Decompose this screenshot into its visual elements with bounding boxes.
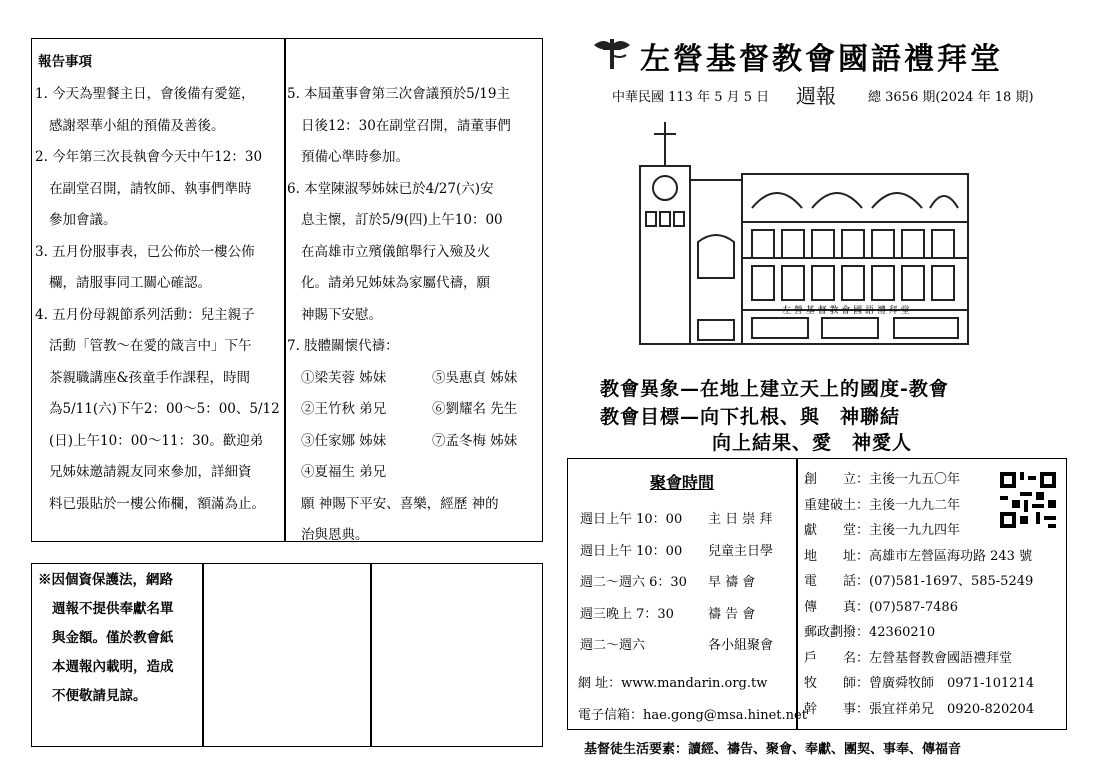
vision-line-1: 教會異象—在地上建立天上的國度-教會 <box>600 378 949 400</box>
announcement-line: 7. 肢體關懷代禱： <box>287 338 399 354</box>
announcement-line: 化。請弟兄姊妹為家屬代禱，願 <box>301 275 490 291</box>
church-info-line: 郵政劃撥：42360210 <box>804 625 936 640</box>
church-building-drawing <box>632 118 980 348</box>
meeting-name: 各小組聚會 <box>708 638 774 653</box>
announcement-line: 在高雄市立殯儀館舉行入殮及火 <box>301 243 490 260</box>
bulletin-label: 週報 <box>796 84 836 108</box>
privacy-divider-1 <box>202 563 204 747</box>
announcement-line: 4. 五月份母親節系列活動：兒主親子 <box>35 306 255 323</box>
church-name: 左營基督教會國語禮拜堂 <box>640 42 1003 77</box>
meeting-time: 週日上午 10：00 <box>580 543 683 559</box>
church-info-line: 電 話：(07)581-1697、585-5249 <box>804 574 1034 589</box>
announcement-line: 感謝翠華小組的預備及善後。 <box>49 117 225 134</box>
church-info-line: 牧 師：曾廣舜牧師 0971-101214 <box>804 676 1035 691</box>
meeting-time: 週二～週六 6：30 <box>580 575 687 590</box>
footer-elements: 基督徒生活要素：讀經、禱告、聚會、奉獻、團契、事奉、傳福音 <box>584 742 962 757</box>
announcement-line: 參加會議。 <box>49 212 117 228</box>
bulletin-date: 中華民國 113 年 5 月 5 日 <box>612 90 770 105</box>
church-logo <box>590 35 634 71</box>
qr-code[interactable] <box>1000 472 1056 528</box>
church-info-line: 重建破土：主後一九九二年 <box>804 497 961 513</box>
privacy-line: ※因個資保護法，網路 <box>38 572 173 588</box>
vision-line-2: 教會目標—向下扎根、與 神聯結 <box>600 406 901 428</box>
meeting-name: 早 禱 會 <box>708 575 756 590</box>
meeting-name: 主 日 崇 拜 <box>708 512 773 527</box>
announcement-line: 料已張貼於一樓公佈欄，額滿為止。 <box>49 495 265 512</box>
building-sign: 左 營 基 督 教 會 國 語 禮 拜 堂 <box>782 306 910 316</box>
announcements-heading: 報告事項 <box>38 54 92 70</box>
announcement-line: 6. 本堂陳淑琴姊妹已於4/27(六)安 <box>287 180 494 197</box>
announcement-line: 為5/11(六)下午2：00～5：00、5/12 <box>49 401 280 417</box>
prayer-name: ⑤吳惠貞 姊妹 <box>432 369 518 386</box>
church-email[interactable]: 電子信箱：hae.gong@msa.hinet.net <box>578 708 807 723</box>
announcement-line: 預備心準時參加。 <box>301 149 409 165</box>
announcement-line: 願 神賜下平安、喜樂，經歷 神的 <box>301 495 499 512</box>
church-info-line: 地 址：高雄市左營區海功路 243 號 <box>804 548 1033 564</box>
announcements-divider <box>284 38 286 542</box>
announcement-line: 茶親職講座&孩童手作課程，時間 <box>49 369 251 386</box>
prayer-name: ⑥劉耀名 先生 <box>432 401 518 417</box>
announcement-line: 兄姊妹邀請親友同來參加，詳細資 <box>49 464 252 480</box>
announcement-line: 在副堂召開，請牧師、執事們準時 <box>49 180 252 197</box>
meeting-time: 週二～週六 <box>580 638 646 653</box>
announcement-line: 神賜下安慰。 <box>301 306 382 323</box>
announcement-line: 日後12：30在副堂召開，請董事們 <box>301 117 511 134</box>
announcement-line: (日)上午10：00～11：30。歡迎弟 <box>49 432 264 449</box>
info-divider <box>796 458 798 730</box>
bulletin-issue: 總 3656 期(2024 年 18 期) <box>868 90 1034 105</box>
church-info-line: 傳 真：(07)587-7486 <box>804 599 958 615</box>
privacy-line: 週報不提供奉獻名單 <box>52 601 174 617</box>
privacy-line: 不便敬請見諒。 <box>52 688 147 704</box>
announcement-line: 3. 五月份服事表，已公佈於一樓公佈 <box>35 243 255 260</box>
announcement-line: ④夏福生 弟兄 <box>301 464 387 480</box>
announcement-line: 2. 今年第三次長執會今天中午12：30 <box>35 149 263 165</box>
meeting-time: 週日上午 10：00 <box>580 512 683 527</box>
meeting-name: 兒童主日學 <box>708 543 774 559</box>
privacy-line: 本週報內載明，造成 <box>52 659 174 675</box>
church-info-line: 創 立：主後一九五〇年 <box>804 472 961 487</box>
church-info-line: 幹 事：張宜祥弟兄 0920-820204 <box>804 701 1035 717</box>
church-info-line: 獻 堂：主後一九九四年 <box>804 523 961 538</box>
privacy-box <box>31 563 543 747</box>
vision-line-3: 向上結果、愛 神愛人 <box>712 432 913 454</box>
church-website[interactable]: 網 址：www.mandarin.org.tw <box>578 676 768 691</box>
announcement-line: 息主懷，訂於5/9(四)上午10：00 <box>301 212 503 228</box>
meetings-title: 聚會時間 <box>650 473 715 492</box>
privacy-divider-2 <box>370 563 372 747</box>
announcement-line: 1. 今天為聖餐主日，會後備有愛筵， <box>35 86 255 102</box>
privacy-line: 與金額。僅於教會紙 <box>52 630 174 646</box>
prayer-name: ⑦孟冬梅 姊妹 <box>432 432 518 449</box>
announcement-line: ①梁芙蓉 姊妹 <box>301 369 387 386</box>
announcement-line: 欄，請服事同工關心確認。 <box>49 275 211 291</box>
announcement-line: ③任家娜 姊妹 <box>301 432 387 449</box>
meeting-name: 禱 告 會 <box>708 606 756 622</box>
church-info-line: 戶 名：左營基督教會國語禮拜堂 <box>804 650 1013 666</box>
meeting-time: 週三晚上 7：30 <box>580 606 674 622</box>
announcement-line: 活動「管教～在愛的箴言中」下午 <box>49 338 252 354</box>
announcement-line: 5. 本屆董事會第三次會議預於5/19主 <box>287 86 510 102</box>
announcement-line: 治與恩典。 <box>301 527 369 543</box>
announcement-line: ②王竹秋 弟兄 <box>301 401 387 417</box>
